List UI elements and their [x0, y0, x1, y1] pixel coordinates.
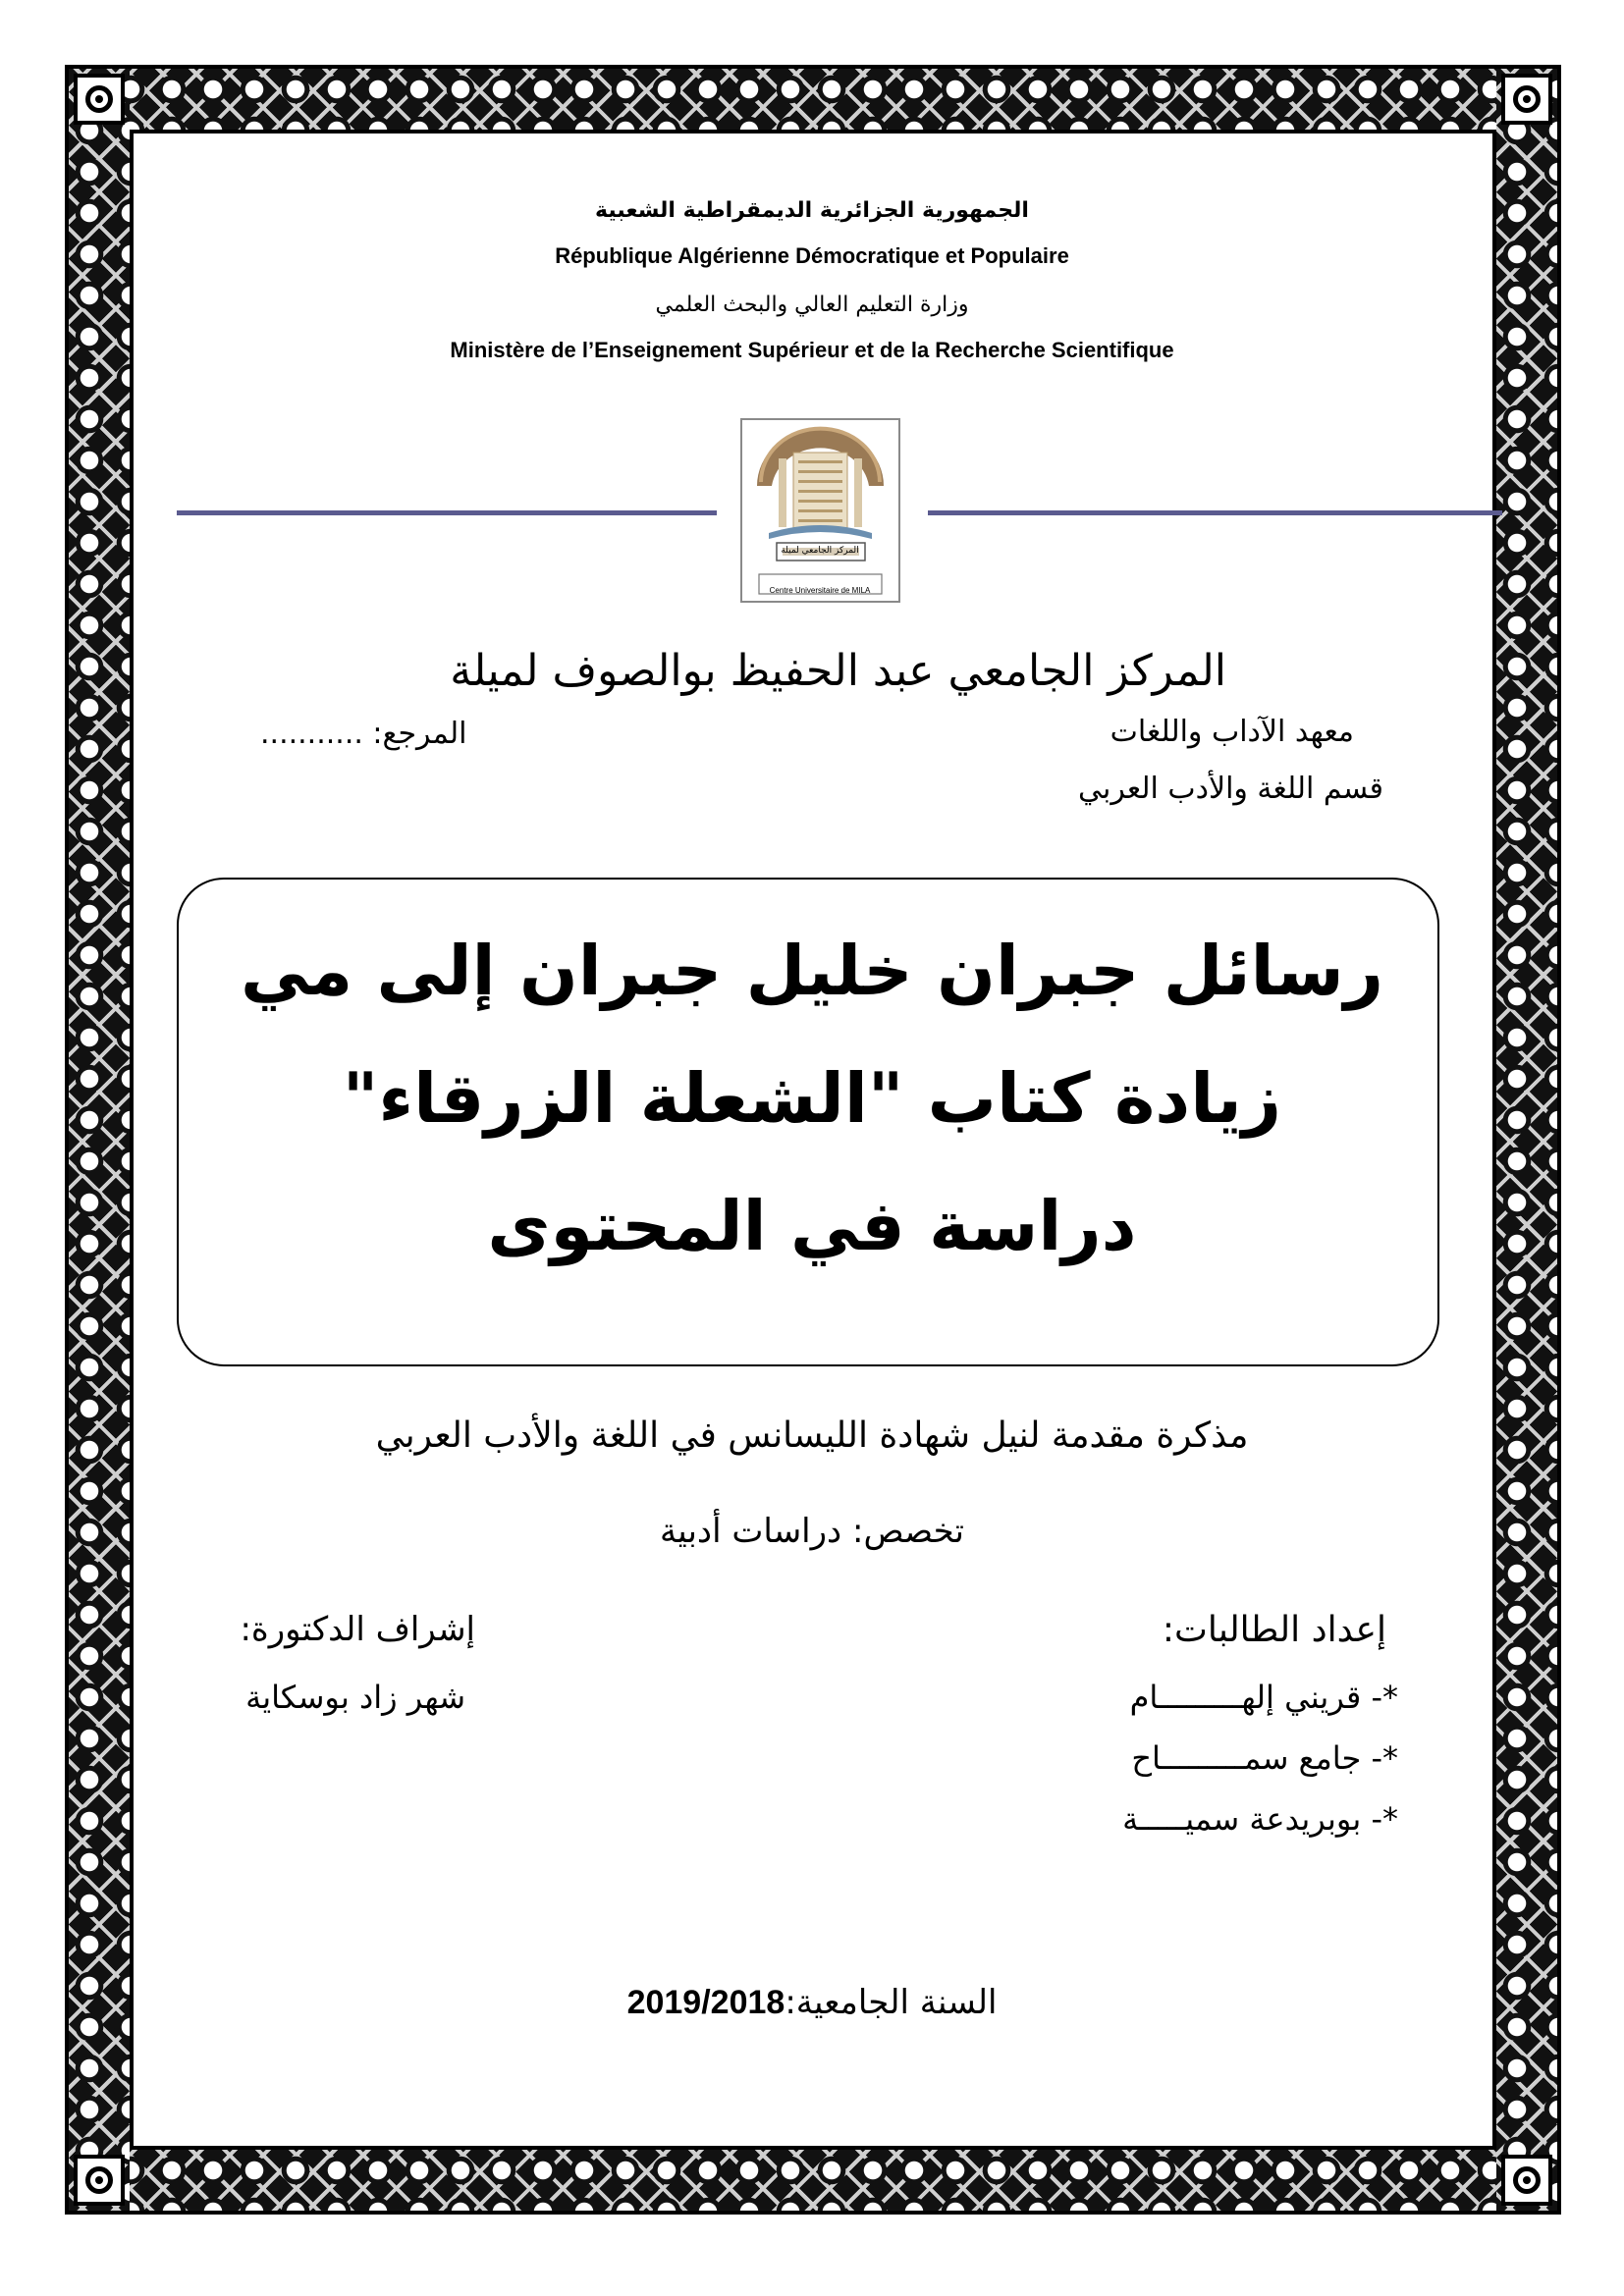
- thesis-title-line-1: رسائل جبران خليل جبران إلى مي: [241, 931, 1383, 1011]
- republic-arabic: الجمهورية الجزائرية الديمقراطية الشعبية: [595, 198, 1029, 223]
- thesis-title-line-2: زيادة كتاب "الشعلة الزرقاء": [342, 1058, 1282, 1139]
- corner-ornament-icon: [1501, 74, 1552, 125]
- institute-name: معهد الآداب واللغات: [1110, 715, 1354, 749]
- supervisor-name: شهر زاد بوسكاية: [245, 1679, 465, 1716]
- student-name: *- جامع سمـــــــــاح: [1131, 1739, 1398, 1777]
- academic-year: [0, 1983, 1624, 2022]
- ministry-french: Ministère de l’Enseignement Supérieur et de la Recherche Scientifique: [450, 338, 1174, 362]
- memo-description: مذكرة مقدمة لنيل شهادة الليسانس في اللغة والأدب العربي: [375, 1415, 1249, 1456]
- students-label: إعداد الطالبات:: [1162, 1610, 1386, 1650]
- academic-year-value: 2019/2018: [626, 1984, 785, 2021]
- republic-french: République Algérienne Démocratique et Populaire: [555, 243, 1069, 268]
- supervisor-label: إشراف الدكتورة:: [240, 1610, 475, 1649]
- ministry-arabic: وزارة التعليم العالي والبحث العلمي: [655, 293, 969, 317]
- corner-ornament-icon: [74, 2155, 125, 2206]
- university-logo: [739, 417, 901, 604]
- university-name: المركز الجامعي عبد الحفيظ بوالصوف لميلة: [450, 646, 1226, 696]
- divider-right: [928, 510, 1502, 515]
- student-name: *- بوبريدعة سميـــــة: [1122, 1800, 1398, 1838]
- student-name: *- قريني إلهـــــــــام: [1129, 1679, 1398, 1716]
- thesis-title-line-3: دراسة في المحتوى: [487, 1186, 1137, 1266]
- divider-left: [177, 510, 717, 515]
- department-name: قسم اللغة والأدب العربي: [1077, 772, 1383, 806]
- specialty: تخصص: دراسات أدبية: [659, 1512, 965, 1551]
- logo-caption: Centre Universitaire de MILA: [769, 586, 871, 595]
- logo-banner-text: المركز الجامعي لميلة: [781, 546, 859, 556]
- corner-ornament-icon: [74, 74, 125, 125]
- academic-year-label: السنة الجامعية:: [785, 1983, 998, 2022]
- reference-field: المرجع: ...........: [260, 717, 467, 751]
- corner-ornament-icon: [1501, 2155, 1552, 2206]
